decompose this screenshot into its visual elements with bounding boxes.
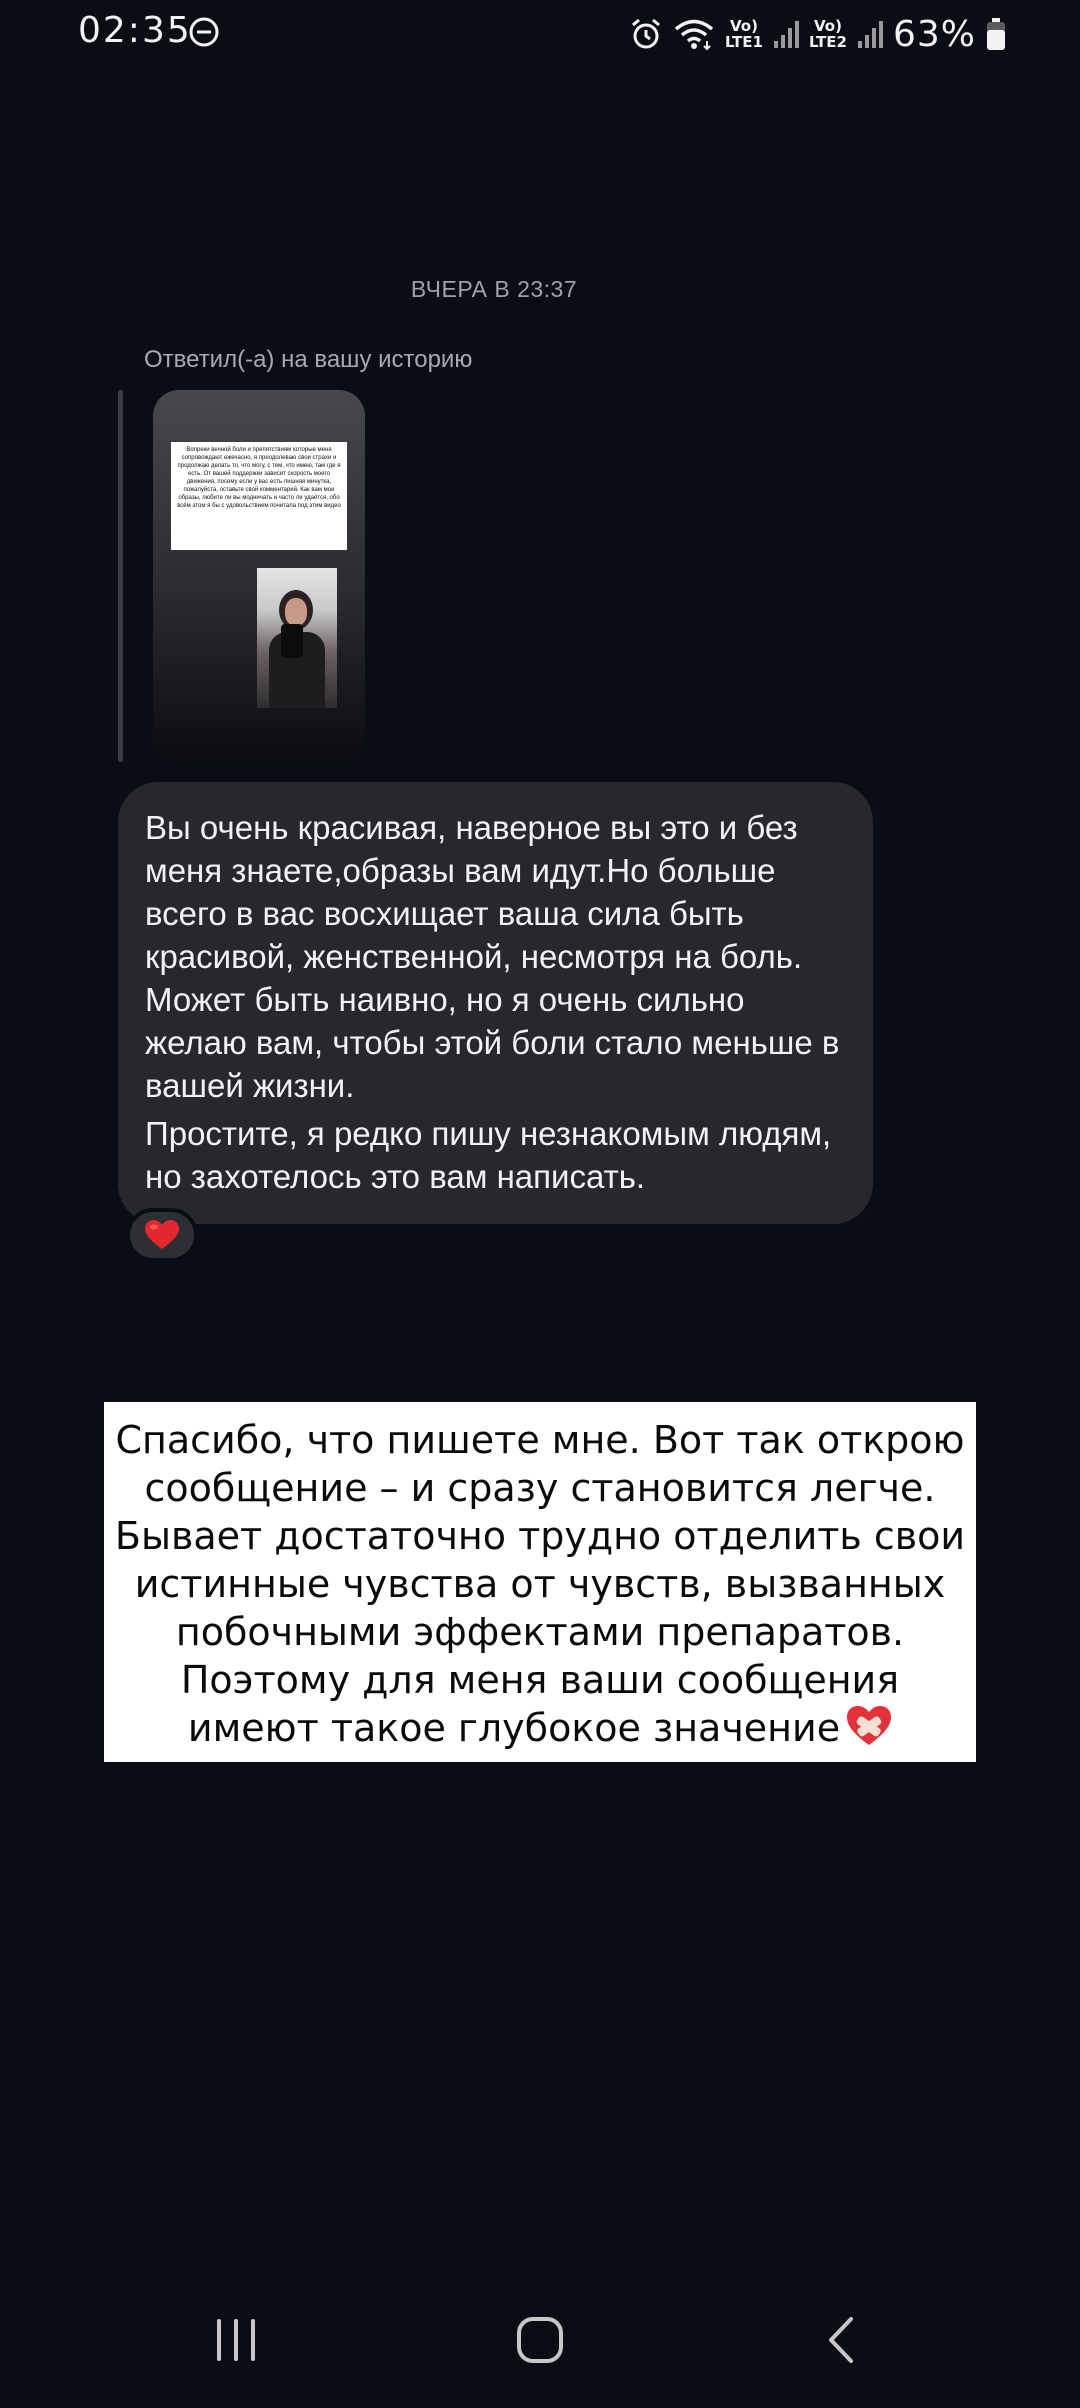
network-lte2 <box>809 18 847 50</box>
alarm-icon <box>629 17 663 51</box>
red-heart-icon <box>145 1220 179 1250</box>
story-reply-caption: Ответил(-а) на вашу историю <box>144 346 473 373</box>
story-preview-text: Вопреки вечной боли и препятствиям которые меня сопровождают ежечасно, я преодолеваю свои страхи и продолжаю делать то, что могу, с тем, что имею, там где я есть. От вашей поддержки зависит скорость моего движения, посему если у вас есть лишняя минутка, пожалуйста, оставьте свой комментарий. Как вам мои образы, любите ли вы модничать и часто ли удаётся, обо всём этом я бы с удовольствием почитала под этим видео <box>171 442 347 550</box>
story-caption-text: Спасибо, что пишете мне. Вот так открою сообщение – и сразу становится легче. Бывает достаточно трудно отделить свои истинные чувства от чувств, вызванных побочными эффектами препаратов. Поэтому для меня ваши сообщения имеют такое глубокое значение <box>114 1418 966 1750</box>
home-button[interactable] <box>500 2300 580 2380</box>
network-lte1-bottom: LTE1 <box>724 33 763 51</box>
home-icon <box>515 2315 565 2365</box>
recents-button[interactable] <box>196 2300 276 2380</box>
network-lte2-top: Vo) <box>814 17 842 35</box>
network-lte2-bottom: LTE2 <box>808 33 847 51</box>
status-icons <box>629 12 1006 56</box>
do-not-disturb-icon <box>188 16 220 48</box>
message-paragraph: Вы очень красивая, наверное вы это и без меня знаете,образы вам идут.Но больше всего в вас восхищает ваша сила быть красивой, женственной, несмотря на боль. Может быть наивно, но я очень сильно желаю вам, чтобы этой боли стало меньше в вашей жизни. <box>145 809 840 1104</box>
status-bar <box>0 0 1080 64</box>
reply-indicator-bar <box>118 390 123 762</box>
story-caption-box <box>104 1402 976 1762</box>
navigation-bar <box>0 2290 1080 2390</box>
status-time: 02:35 <box>78 10 192 51</box>
wifi-icon <box>673 17 715 51</box>
recents-icon <box>211 2315 261 2365</box>
signal-icon <box>773 19 799 49</box>
message-reaction[interactable] <box>126 1208 198 1262</box>
mending-heart-icon <box>846 1705 892 1747</box>
story-preview-photo <box>257 568 337 708</box>
received-message-bubble[interactable] <box>118 782 873 1224</box>
message-paragraph: Простите, я редко пишу незнакомым людям, но захотелось это вам написать. <box>145 1115 832 1195</box>
battery-icon <box>986 17 1006 51</box>
back-icon <box>817 2315 867 2365</box>
back-button[interactable] <box>802 2300 882 2380</box>
message-timestamp: ВЧЕРА В 23:37 <box>410 276 578 302</box>
network-lte1 <box>725 18 763 50</box>
network-lte1-top: Vo) <box>730 17 758 35</box>
signal-icon <box>857 19 883 49</box>
story-preview[interactable] <box>153 390 365 762</box>
battery-percent: 63% <box>892 13 976 55</box>
